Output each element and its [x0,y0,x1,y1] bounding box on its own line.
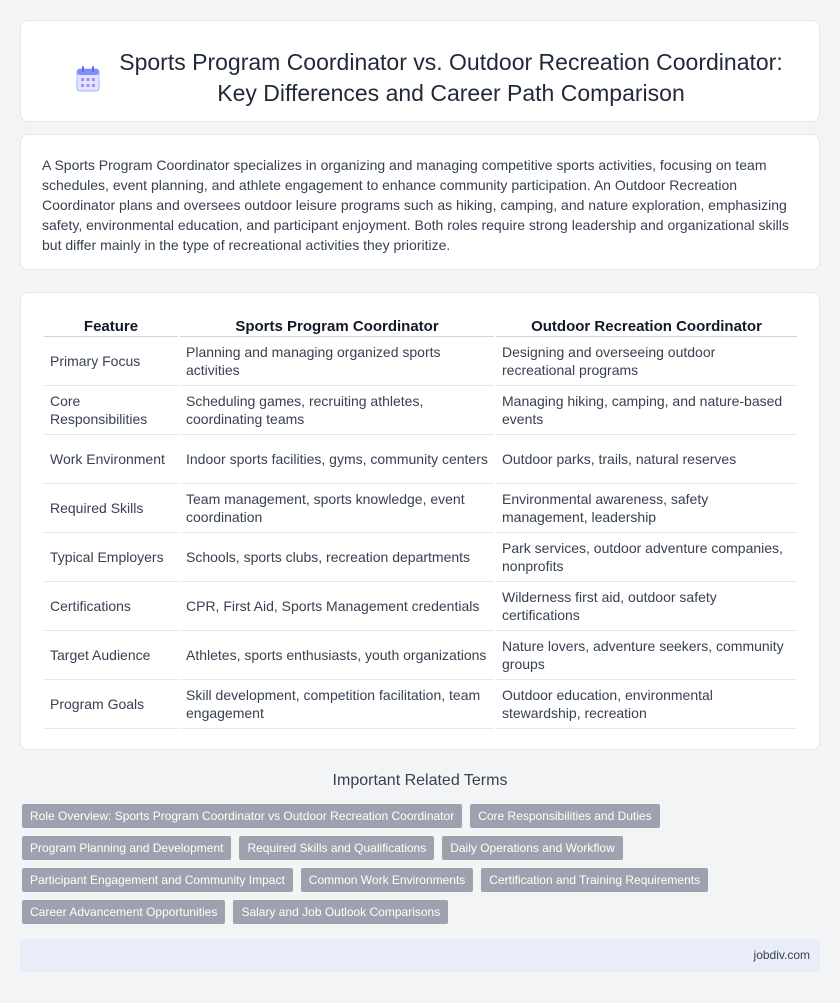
footer-site-link[interactable]: jobdiv.com [753,948,810,962]
table-row [44,337,797,386]
intro-paragraph: A Sports Program Coordinator specializes in organizing and managing competitive sports activities, focusing on team schedules, event planning, and athlete engagement to enhance community participation. An Outdoor Recreation Coordinator plans and oversees outdoor leisure programs such as hiking, camping, and nature exploration, emphasizing safety, environmental education, and participant enjoyment. Both roles require strong leadership and organizational skills but differ mainly in the type of recreational activities they prioritize. [42,157,789,253]
page-title [81,47,799,109]
table-cell: Primary Focus [44,337,178,386]
table-cell: Park services, outdoor adventure companies, nonprofits [496,533,797,582]
related-term-tag[interactable]: Required Skills and Qualifications [239,836,434,860]
header-feature: Feature [44,315,178,337]
table-row [44,386,797,435]
table-cell: Outdoor education, environmental stewardship, recreation [496,680,797,729]
related-term-tag[interactable]: Daily Operations and Workflow [442,836,623,860]
related-terms-heading: Important Related Terms [332,772,508,789]
table-row [44,680,797,729]
comparison-card [20,292,820,750]
related-term-tag[interactable]: Salary and Job Outlook Comparisons [233,900,448,924]
table-row [44,582,797,631]
table-cell: Indoor sports facilities, gyms, community centers [180,435,494,484]
table-cell: Nature lovers, adventure seekers, community groups [496,631,797,680]
related-term-tag[interactable]: Common Work Environments [301,868,474,892]
tag-row [22,900,822,924]
table-cell: Team management, sports knowledge, event coordination [180,484,494,533]
table-cell: Designing and overseeing outdoor recreational programs [496,337,797,386]
related-term-tag[interactable]: Role Overview: Sports Program Coordinator vs Outdoor Recreation Coordinator [22,804,462,828]
table-cell: Required Skills [44,484,178,533]
page-title-line-1: Sports Program Coordinator vs. Outdoor Recreation Coordinator: [119,49,783,75]
table-cell: Managing hiking, camping, and nature-based events [496,386,797,435]
footer [20,939,820,972]
table-cell: Planning and managing organized sports activities [180,337,494,386]
table-cell: Schools, sports clubs, recreation departments [180,533,494,582]
page-title-line-2: Key Differences and Career Path Comparison [217,80,685,106]
table-cell: Typical Employers [44,533,178,582]
table-cell: Work Environment [44,435,178,484]
comparison-table [42,315,799,729]
related-term-tag[interactable]: Program Planning and Development [22,836,231,860]
header-sports-coordinator: Sports Program Coordinator [180,315,494,337]
related-terms-tags [22,804,822,932]
table-cell: Wilderness first aid, outdoor safety certifications [496,582,797,631]
table-row [44,435,797,484]
related-term-tag[interactable]: Career Advancement Opportunities [22,900,225,924]
table-cell: Core Responsibilities [44,386,178,435]
related-term-tag[interactable]: Participant Engagement and Community Impact [22,868,293,892]
table-cell: CPR, First Aid, Sports Management credentials [180,582,494,631]
table-cell: Certifications [44,582,178,631]
table-row [44,484,797,533]
title-card [20,20,820,122]
table-cell: Outdoor parks, trails, natural reserves [496,435,797,484]
table-cell: Target Audience [44,631,178,680]
table-cell: Scheduling games, recruiting athletes, coordinating teams [180,386,494,435]
table-cell: Skill development, competition facilitation, team engagement [180,680,494,729]
table-cell: Athletes, sports enthusiasts, youth organizations [180,631,494,680]
table-row [44,631,797,680]
tag-row [22,804,822,828]
table-header-row [44,315,797,337]
tag-row [22,836,822,860]
intro-card [20,134,820,270]
related-term-tag[interactable]: Core Responsibilities and Duties [470,804,659,828]
table-cell: Environmental awareness, safety management, leadership [496,484,797,533]
related-term-tag[interactable]: Certification and Training Requirements [481,868,708,892]
table-row [44,533,797,582]
header-outdoor-coordinator: Outdoor Recreation Coordinator [496,315,797,337]
table-cell: Program Goals [44,680,178,729]
tag-row [22,868,822,892]
